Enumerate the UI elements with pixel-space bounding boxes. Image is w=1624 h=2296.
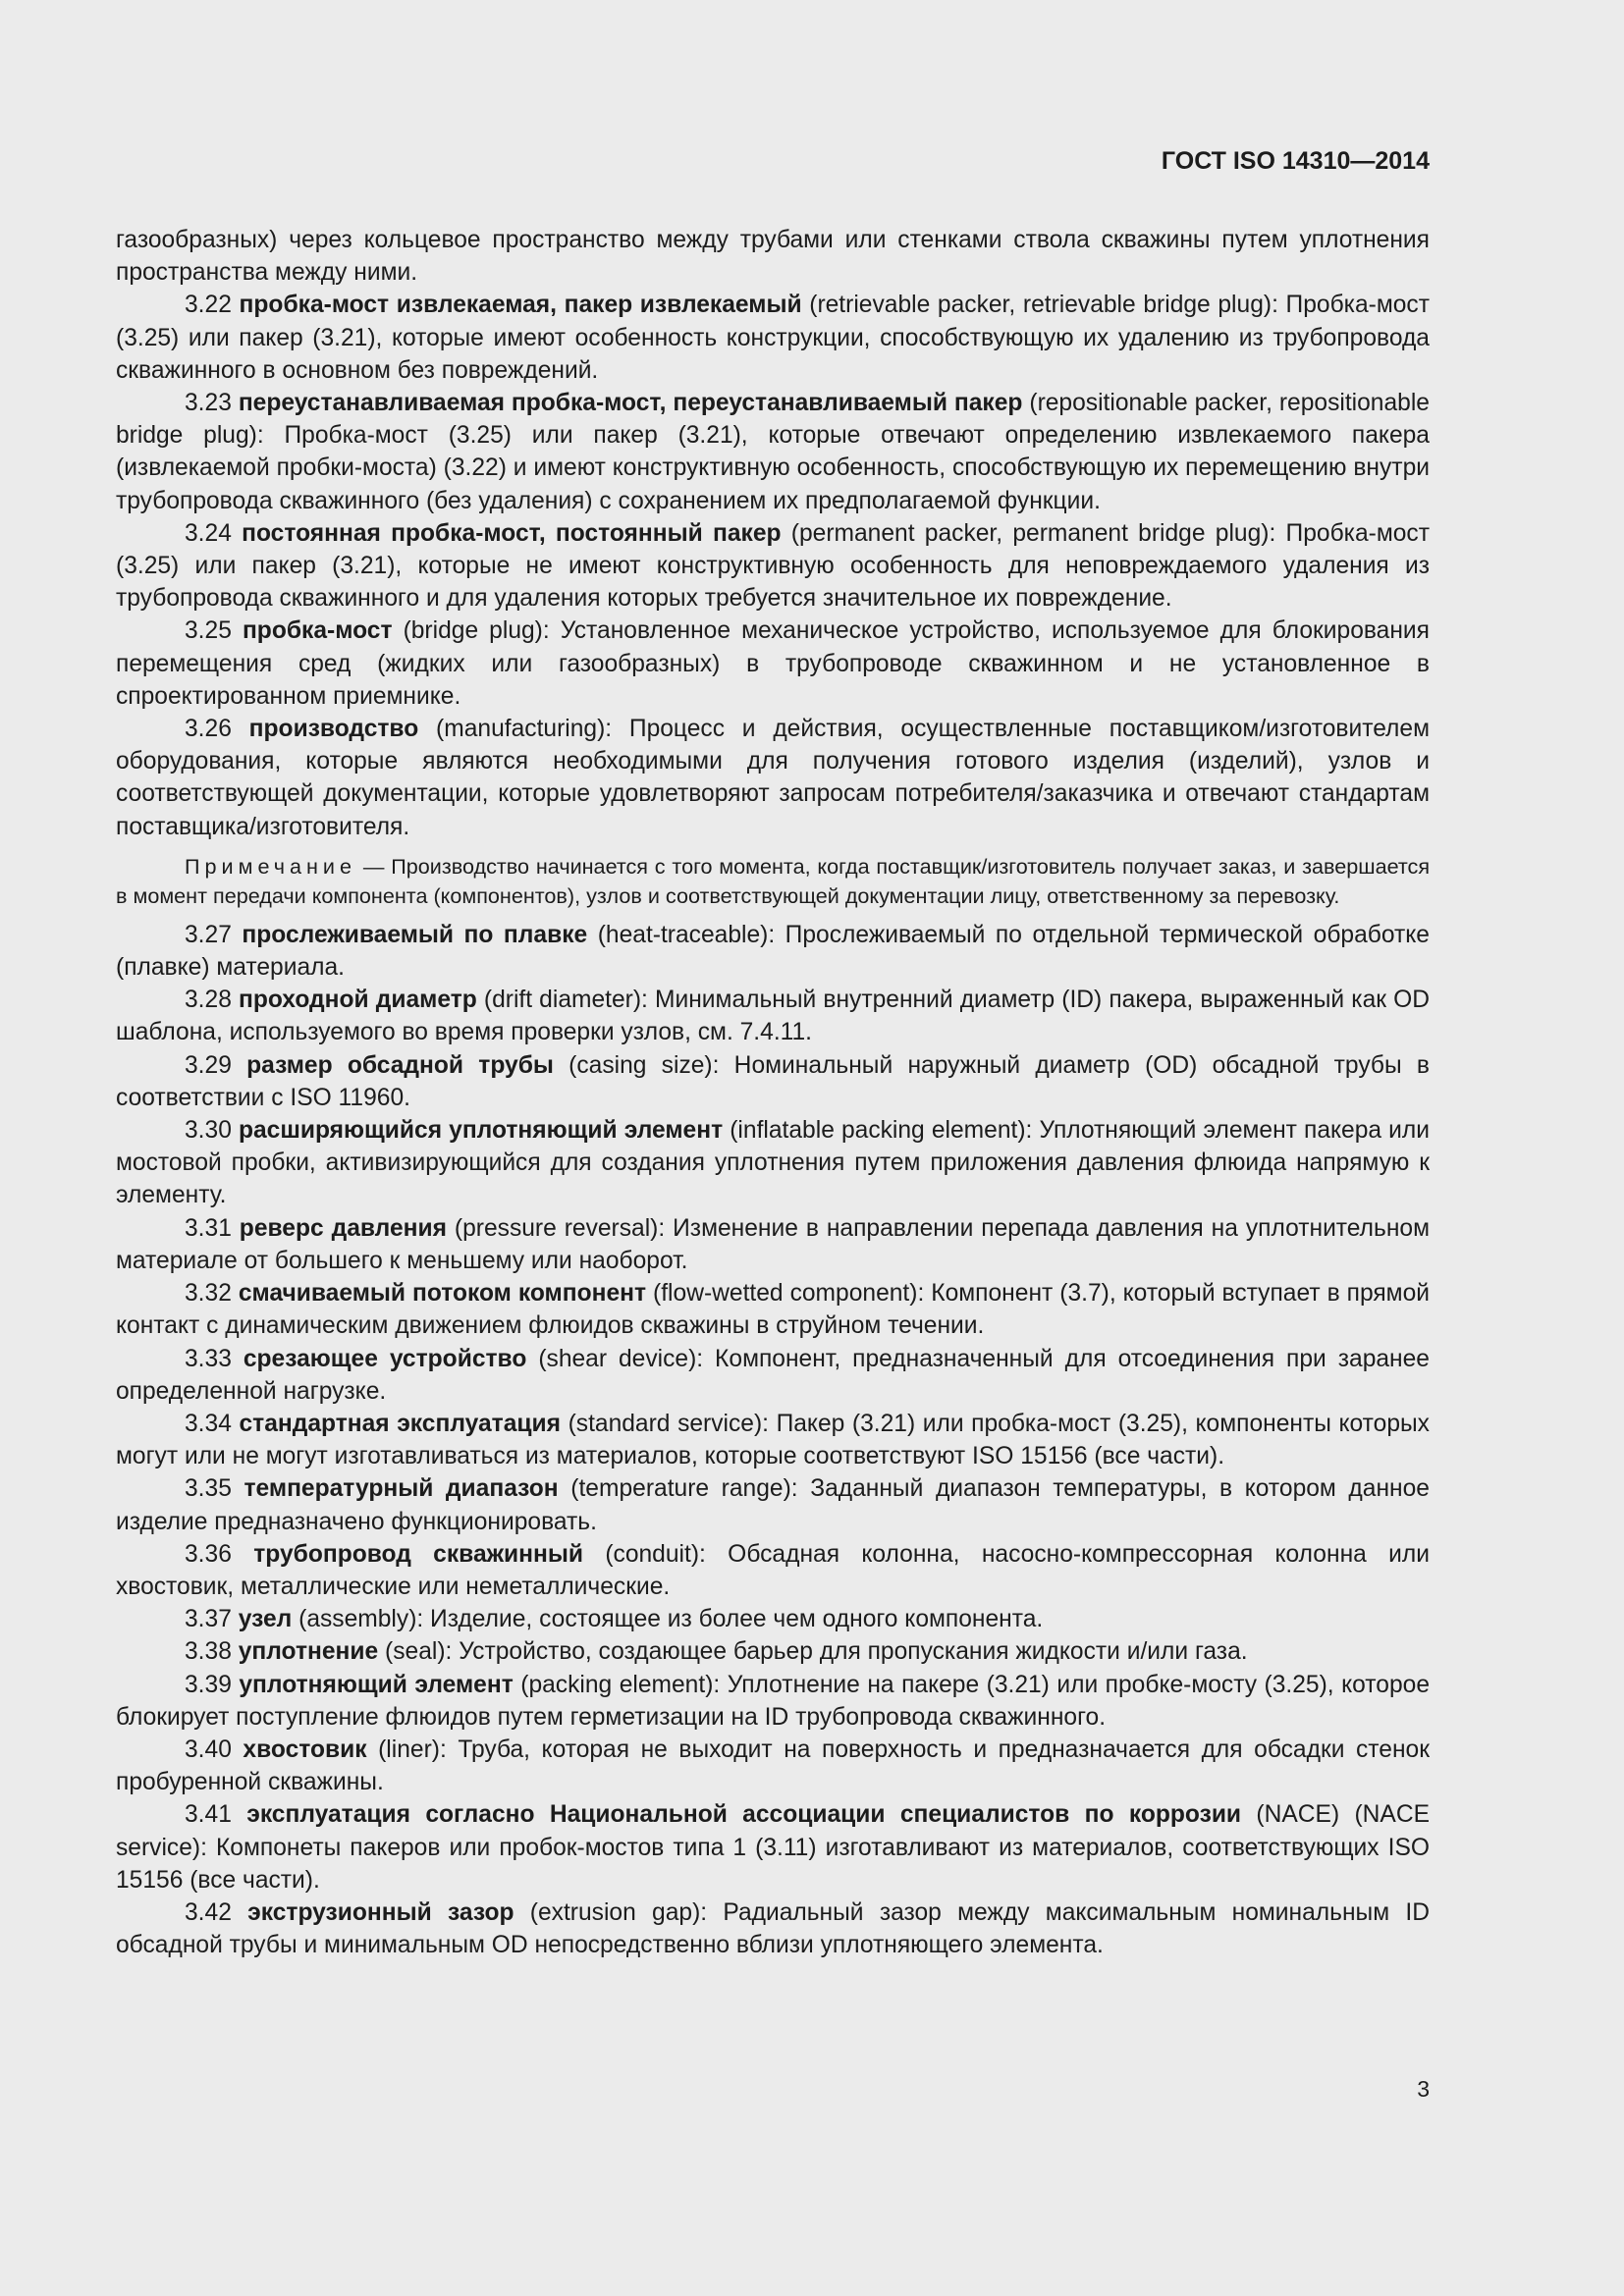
page-number: 3 (1417, 2076, 1430, 2102)
definition-term: пробка-мост (242, 617, 393, 645)
definition-text: (temperature range): Заданный диапазон температуры, в котором данное изделие предназначено функционировать. (116, 1475, 1430, 1535)
definition-term: экструзионный зазор (247, 1898, 514, 1926)
definition-number: 3.31 (185, 1214, 232, 1242)
definition-entry (116, 1669, 1430, 1734)
definition-text: (extrusion gap): Радиальный зазор между максимальным номинальным ID обсадной трубы и минимальным OD непосредственно вблизи уплотняющего элемента. (116, 1898, 1430, 1959)
definition-term: уплотнение (238, 1638, 379, 1666)
definition-number: 3.23 (185, 390, 232, 417)
definition-entry (116, 517, 1430, 615)
definition-number: 3.39 (185, 1671, 232, 1698)
definition-text: (liner): Труба, которая не выходит на поверхность и предназначается для обсадки стенок пробуренной скважины. (116, 1735, 1430, 1796)
definition-number: 3.41 (185, 1801, 232, 1829)
definition-text: (conduit): Обсадная колонна, насосно-компрессорная колонна или хвостовик, металлические или неметаллические. (116, 1540, 1430, 1600)
definition-term: стандартная эксплуатация (239, 1410, 561, 1437)
definition-entry (116, 1603, 1430, 1635)
definition-number: 3.30 (185, 1117, 232, 1145)
definition-entry (116, 1734, 1430, 1798)
definition-term: узел (238, 1606, 293, 1633)
definition-entry (116, 1408, 1430, 1472)
definition-text: (drift diameter): Минимальный внутренний диаметр (ID) пакера, выраженный как OD шаблона, используемого во время проверки узлов, см. 7.4.11. (116, 987, 1430, 1046)
note-dash: — (362, 853, 385, 879)
definitions-group-b (116, 919, 1430, 1962)
definition-term: эксплуатация согласно Национальной ассоциации специалистов по коррозии (246, 1801, 1242, 1829)
definition-term: смачиваемый потоком компонент (238, 1280, 647, 1308)
definition-text: (casing size): Номинальный наружный диаметр (OD) обсадной трубы в соответствии с ISO 11960. (116, 1051, 1430, 1111)
definition-text: (manufacturing): Процесс и действия, осуществленные поставщиком/изготовителем оборудования, которые являются необходимыми для получения готового изделия (изделий), узлов и соответствующей документации, которые удовлетворяют запросам потребителя/заказчика и отвечают стандартам поставщика/изготовителя. (116, 716, 1430, 840)
definition-number: 3.35 (185, 1475, 232, 1503)
definition-text: (packing element): Уплотнение на пакере (3.21) или пробке-мосту (3.25), которое блокирует поступление флюидов путем герметизации на ID трубопровода скважинного. (116, 1671, 1430, 1731)
document-body (116, 224, 1430, 1961)
definition-text: (shear device): Компонент, предназначенный для отсоединения при заранее определенной нагрузке. (116, 1345, 1430, 1405)
note-label: Примечание (185, 853, 356, 879)
definition-number: 3.40 (185, 1735, 232, 1763)
note-paragraph (116, 852, 1430, 911)
definition-term: срезающее устройство (243, 1345, 527, 1372)
definition-entry (116, 1896, 1430, 1961)
definition-entry (116, 1212, 1430, 1277)
definition-number: 3.34 (185, 1410, 232, 1437)
definition-number: 3.27 (185, 921, 232, 948)
definition-number: 3.25 (185, 617, 232, 645)
definition-entry (116, 1538, 1430, 1603)
definition-term: уплотняющий элемент (239, 1671, 514, 1698)
definition-term: расширяющийся уплотняющий элемент (238, 1117, 724, 1145)
definition-number: 3.42 (185, 1898, 232, 1926)
definition-text: (bridge plug): Установленное механическое устройство, используемое для блокирования перемещения сред (жидких или газообразных) в трубопроводе скважинном и не установленное в спроектированном приемнике. (116, 617, 1430, 710)
definition-entry (116, 289, 1430, 387)
definition-term: трубопровод скважинный (253, 1540, 584, 1568)
definition-text: (heat-traceable): Прослеживаемый по отдельной термической обработке (плавке) материала. (116, 921, 1430, 982)
definition-entry (116, 1114, 1430, 1212)
definition-term: прослеживаемый по плавке (242, 921, 588, 948)
definition-term: постоянная пробка-мост, постоянный пакер (242, 519, 782, 547)
definition-number: 3.28 (185, 987, 232, 1014)
definition-number: 3.29 (185, 1051, 232, 1079)
definition-term: проходной диаметр (238, 987, 477, 1014)
definition-text: (retrievable packer, retrievable bridge plug): Пробка-мост (3.25) или пакер (3.21), которые имеют особенность конструкции, способствующую их удалению из трубопровода скважинного в основном без повреждений. (116, 292, 1430, 384)
definition-text: (standard service): Пакер (3.21) или пробка-мост (3.25), компоненты которых могут или не могут изготавливаться из материалов, которые соответствуют ISO 15156 (все части). (116, 1410, 1430, 1470)
definition-entry (116, 919, 1430, 984)
definition-term: переустанавливаемая пробка-мост, переустанавливаемый пакер (238, 390, 1023, 417)
definition-entry (116, 1277, 1430, 1342)
definition-number: 3.22 (185, 292, 232, 319)
definition-number: 3.36 (185, 1540, 232, 1568)
definition-term: температурный диапазон (244, 1475, 559, 1503)
definition-entry (116, 1472, 1430, 1537)
definition-term: размер обсадной трубы (246, 1051, 554, 1079)
document-code-header: ГОСТ ISO 14310—2014 (1161, 147, 1430, 175)
definition-text: (NACE) (NACE service): Компонеты пакеров или пробок-мостов типа 1 (3.11) изготавливают из материалов, соответствующих ISO 15156 (все части). (116, 1801, 1430, 1894)
definition-entry (116, 614, 1430, 713)
continuation-paragraph: газообразных) через кольцевое пространство между трубами или стенками ствола скважины путем уплотнения пространства между ними. (116, 227, 1430, 287)
definition-number: 3.26 (185, 716, 232, 743)
definition-text: (repositionable packer, repositionable bridge plug): Пробка-мост (3.25) или пакер (3.21), которые отвечают определению извлекаемого пакера (извлекаемой пробки-моста) (3.22) и имеют конструктивную особенность, способствующую их перемещению внутри трубопровода скважинного (без удаления) с сохранением их предполагаемой функции. (116, 390, 1430, 514)
definition-number: 3.37 (185, 1606, 232, 1633)
definition-term: реверс давления (239, 1214, 447, 1242)
definition-entry (116, 713, 1430, 843)
definition-text: (pressure reversal): Изменение в направлении перепада давления на уплотнительном материале от большего к меньшему или наоборот. (116, 1214, 1430, 1274)
definition-number: 3.38 (185, 1638, 232, 1666)
definition-term: производство (248, 716, 419, 743)
note-text: Производство начинается с того момента, когда поставщик/изготовитель получает заказ, и завершается в момент передачи компонента (компонентов), узлов и соответствующей документации лицу, ответственному за перевозку. (116, 853, 1431, 908)
definition-text: (assembly): Изделие, состоящее из более чем одного компонента. (298, 1606, 1044, 1633)
definition-number: 3.24 (185, 519, 232, 547)
definition-text: (permanent packer, permanent bridge plug): Пробка-мост (3.25) или пакер (3.21), которые не имеют конструктивную особенность для неповреждаемого удаления из трубопровода скважинного и для удаления которых требуется значительное их повреждение. (116, 519, 1430, 613)
definition-number: 3.33 (185, 1345, 232, 1372)
definition-term: хвостовик (243, 1735, 367, 1763)
definition-text: (flow-wetted component): Компонент (3.7), который вступает в прямой контакт с динамическим движением флюидов скважины в струйном течении. (116, 1280, 1430, 1340)
definition-entry (116, 1343, 1430, 1408)
definition-text: (inflatable packing element): Уплотняющий элемент пакера или мостовой пробки, активизирующийся для создания уплотнения путем приложения давления флюида напрямую к элементу. (116, 1117, 1431, 1209)
definition-text: (seal): Устройство, создающее барьер для пропускания жидкости и/или газа. (385, 1638, 1248, 1666)
definition-entry (116, 1049, 1430, 1114)
definition-entry (116, 1635, 1430, 1668)
definition-term: пробка-мост извлекаемая, пакер извлекаемый (239, 292, 802, 319)
definition-entry (116, 387, 1430, 517)
definitions-group-a (116, 289, 1430, 842)
definition-number: 3.32 (185, 1280, 232, 1308)
definition-entry (116, 984, 1430, 1048)
definition-entry (116, 1798, 1430, 1896)
